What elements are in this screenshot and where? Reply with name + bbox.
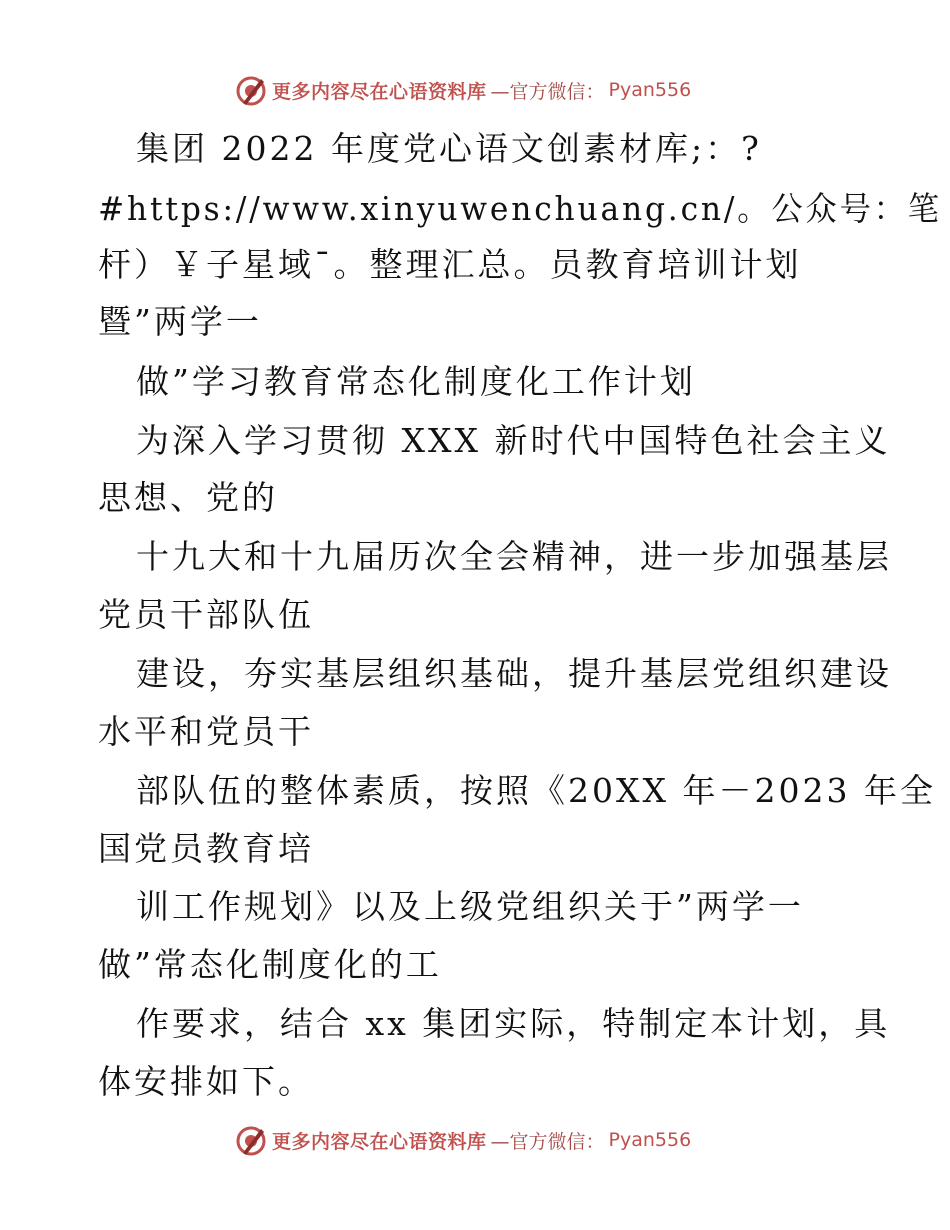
body-line: 水平和党员干 bbox=[98, 712, 314, 751]
body-line: #https://www.xinyuwenchuang.cn/。公众号：笔 bbox=[98, 189, 942, 228]
banner-wechat-id: Pyan556 bbox=[608, 79, 692, 101]
body-line: 暨”两学一 bbox=[98, 302, 262, 341]
body-line: 十九大和十九届历次全会精神，进一步加强基层 bbox=[136, 537, 892, 576]
body-line: 体安排如下。 bbox=[98, 1062, 314, 1101]
body-line: 部队伍的整体素质，按照《20XX 年－2023 年全 bbox=[136, 771, 936, 810]
banner-main-text: 更多内容尽在心语资料库 bbox=[272, 1130, 487, 1153]
banner-sub-text: —官方微信： bbox=[490, 80, 605, 103]
banner-main-text: 更多内容尽在心语资料库 bbox=[272, 80, 487, 103]
header-banner bbox=[234, 70, 714, 110]
body-line: 做”常态化制度化的工 bbox=[98, 945, 442, 984]
footer-banner bbox=[234, 1120, 714, 1160]
body-line: 训工作规划》以及上级党组织关于”两学一 bbox=[136, 887, 804, 926]
banner-wechat-id: Pyan556 bbox=[608, 1129, 692, 1151]
body-line: 建设，夯实基层组织基础，提升基层党组织建设 bbox=[136, 654, 892, 693]
banner-sub-text: —官方微信： bbox=[490, 1130, 605, 1153]
pen-logo-icon bbox=[234, 73, 268, 107]
body-line: 集团 2022 年度党心语文创素材库;：? bbox=[136, 129, 762, 168]
body-line: 为深入学习贯彻 XXX 新时代中国特色社会主义 bbox=[136, 421, 891, 460]
body-line: 国党员教育培 bbox=[98, 829, 314, 868]
body-line: 党员干部队伍 bbox=[98, 595, 314, 634]
body-line: 思想、党的 bbox=[98, 478, 278, 517]
body-line: 做”学习教育常态化制度化工作计划 bbox=[136, 362, 696, 401]
pen-logo-icon bbox=[234, 1123, 268, 1157]
body-line: 作要求，结合 xx 集团实际，特制定本计划，具 bbox=[136, 1004, 891, 1043]
body-line: 杆）￥子星域¯。整理汇总。员教育培训计划 bbox=[98, 245, 802, 284]
